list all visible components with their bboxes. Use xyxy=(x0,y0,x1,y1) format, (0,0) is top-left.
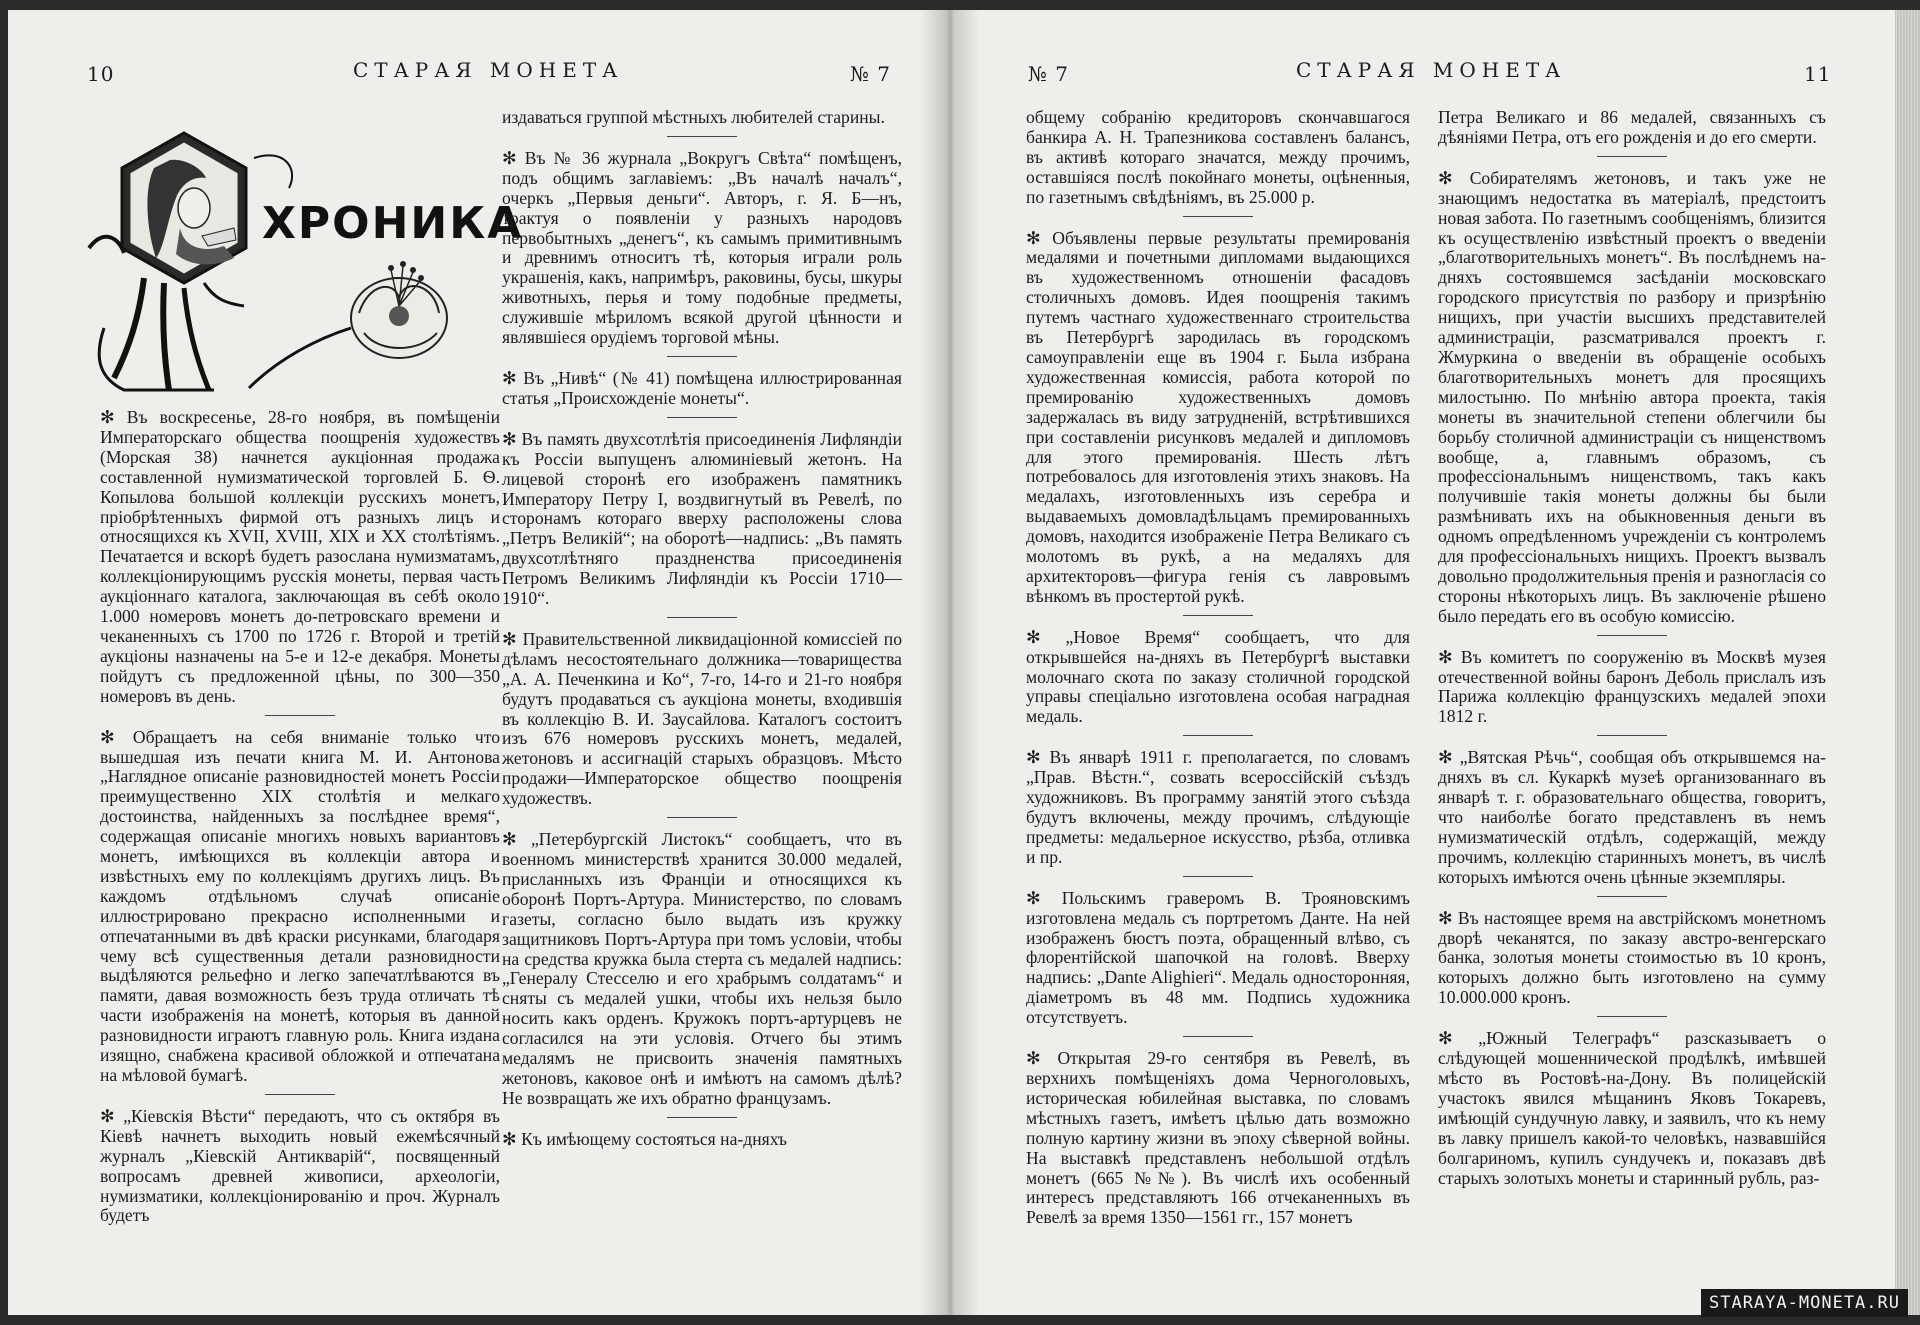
article-paragraph: общему собранію кредиторовъ скончавшагося банкира А. Н. Трапезникова составленъ балансъ, въ активѣ котораго значатся, между прочимъ, оставшіяся послѣ покойнаго монеты, оцѣненныя, по газетнымъ свѣдѣніямъ, въ 25.000 р. xyxy=(1026,107,1410,207)
article-paragraph: ✻ Правительственной ликвидаціонной комиссіей по дѣламъ несостоятельнаго должника—товарищества „А. А. Печенкина и Ко“, 7-го, 14-го и 21-го ноября будутъ продаваться съ аукціона монеты, входившія въ коллекцію В. И. Заусайлова. Каталогъ состоитъ изъ 676 номеровъ русскихъ монетъ, медалей, жетоновъ и ассигнацій старыхъ образцовъ. Мѣсто продажи—Императорское общество поощренія художествъ. xyxy=(502,628,902,809)
divider xyxy=(667,1117,737,1118)
article-paragraph: издаваться группой мѣстныхъ любителей старины. xyxy=(502,107,885,127)
right-page-column-2 xyxy=(1438,108,1826,1188)
article-paragraph: ✻ Объявлены первые результаты премированія медалями и почетными дипломами выдающихся въ художественномъ отношеніи фасадовъ столичныхъ домовъ. Идея поощренія такимъ путемъ частнаго художественнаго строительства въ Петербургѣ зародилась въ городскомъ самоуправленіи еще въ 1904 г. Была избрана художественная комиссія, работа которой по премированію художественныхъ домовъ задержалась въ виду затрудненій, встрѣтившихся при составленіи рисунковъ медалей и дипломовъ для этого премированія. Шесть лѣтъ потребовалось для изготовленія этихъ знаковъ. На медалахъ, изготовленныхъ изъ серебра и выдаваемыхъ домовладѣльцамъ премированныхъ домовъ, находится изображеніе Петра Великаго съ молотомъ въ рукѣ, а на медаляхъ для архитекторовъ—фигура генія съ лавровымъ вѣнкомъ въ простертой рукѣ. xyxy=(1026,227,1410,606)
divider xyxy=(667,356,737,357)
right-page xyxy=(948,10,1908,1315)
article-paragraph: ✻ Къ имѣющему состояться на-дняхъ xyxy=(502,1128,787,1149)
divider xyxy=(1183,216,1253,217)
divider xyxy=(265,715,335,716)
article-paragraph: ✻ Въ память двухсотлѣтія присоединенія Лифляндіи къ Россіи выпущенъ алюминіевый жетонъ. На лицевой сторонѣ его изображенъ памятникъ Императору Петру I, воздвигнутый въ Ревелѣ, по сторонамъ котораго вверху расположены слова „Петръ Великій“; на оборотѣ—надпись: „Въ память двухсотлѣтняго праздненства присоединенія Петромъ Великимъ Лифляндіи къ Россіи 1710—1910“. xyxy=(502,428,902,609)
article-paragraph: ✻ Въ комитетъ по сооруженію въ Москвѣ музея отечественной войны баронъ Деболь прислалъ изъ Парижа коллекцію французскихъ медалей эпохи 1812 г. xyxy=(1438,646,1826,727)
divider xyxy=(667,136,737,137)
article-paragraph: Петра Великаго и 86 медалей, связанныхъ съ дѣяніями Петра, отъ его рожденія и до его смерти. xyxy=(1438,107,1826,147)
article-paragraph: ✻ Въ воскресенье, 28-го ноября, въ помѣщеніи Императорскаго общества поощренія художествъ (Морская 38) начнется аукціонная продажа составленной нумизматической торговлей Б. Ѳ. Копылова большой коллекціи русскихъ монетъ, пріобрѣтенныхъ фирмой отъ разныхъ лицъ и относящихся къ XVII, XVIII, XIX и XX столѣтіямъ. Печатается и вскорѣ будетъ разослана нумизматамъ, коллекціонирующимъ русскія монеты, первая часть аукціоннаго каталога, заключающая въ себѣ около 1.000 номеровъ монетъ до-петровскаго времени и чеканенныхъ съ 1700 по 1726 г. Второй и третій аукціоны назначены на 5-е и 12-е декабря. Монеты пойдутъ съ предложенной цѣны, по 300—350 номеровъ въ день. xyxy=(100,407,500,706)
divider xyxy=(265,1094,335,1095)
divider xyxy=(1597,156,1667,157)
article-paragraph: ✻ Въ „Нивѣ“ (№ 41) помѣщена иллюстрированная статья „Происхожденіе монеты“. xyxy=(502,367,902,408)
divider xyxy=(667,817,737,818)
divider xyxy=(1183,1036,1253,1037)
left-page xyxy=(8,10,948,1315)
page-edges xyxy=(1895,10,1920,1315)
article-paragraph: ✻ Польскимъ граверомъ В. Трояновскимъ изготовлена медаль съ портретомъ Данте. На ней изображенъ бюстъ поэта, обращенный влѣво, съ флорентійской шапочкой на головѣ. Вверху надпись: „Dante Alighieri“. Медаль односторонняя, діаметромъ въ 48 мм. Подпись художника отсутствуетъ. xyxy=(1026,887,1410,1028)
divider xyxy=(1597,735,1667,736)
article-paragraph: ✻ „Кіевскія Вѣсти“ передаютъ, что съ октября въ Кіевѣ начнетъ выходить новый ежемѣсячный журналъ „Кіевскій Антикварій“, посвященный вопросамъ древней живописи, археологіи, нумизматики, коллекціонированію и проч. Журналъ будетъ xyxy=(100,1105,500,1226)
divider xyxy=(667,417,737,418)
section-title: ХРОНИКА xyxy=(262,198,524,249)
article-paragraph: ✻ Собирателямъ жетоновъ, и такъ уже не знающимъ недостатка въ матеріалѣ, предстоитъ новая забота. По газетнымъ сообщеніямъ, близится къ осуществленію извѣстный проектъ о введеніи „благотворительныхъ монетъ“. Въ послѣднемъ на-дняхъ состоявшемся засѣданіи московскаго городского присутствія по разбору и призрѣнію нищихъ, при участіи высшихъ представителей администраціи, разсматривался проектъ г. Жмуркина о введеніи въ обращеніе особыхъ благотворительныхъ монетъ для просящихъ милостыню. По мнѣнію автора проекта, такія монеты въ значительной степени облегчили бы борьбу столичной администраціи съ нищенствомъ вообще, а, главнымъ образомъ, съ профессіональнымъ нищенствомъ, такъ какъ получившіе такія монеты должны бы были размѣнивать ихъ на обыкновенныя деньги въ одномъ опредѣленномъ учрежденіи съ контролемъ для профессіональныхъ нищихъ. Проектъ вызвалъ довольно продолжительныя пренія и разногласія со стороны нѣкоторыхъ лицъ. Въ заключеніе рѣшено было передать его въ особую комиссію. xyxy=(1438,167,1826,626)
divider xyxy=(1597,896,1667,897)
article-paragraph: ✻ „Южный Телеграфъ“ разсказываетъ о слѣдующей мошеннической продѣлкѣ, имѣвшей мѣсто въ Ростовѣ-на-Дону. Въ полицейскій участокъ явился мѣщанинъ Яковъ Токаревъ, имѣющій сундучную лавку, и заявилъ, что къ нему въ лавку пришелъ какой-то человѣкъ, назвавшійся болгариномъ, купилъ сундучекъ и, показавъ двѣ старыхъ золотыхъ монеты и старинный рубль, раз- xyxy=(1438,1028,1826,1188)
chronicle-ornament-image xyxy=(84,128,484,398)
article-paragraph: ✻ Открытая 29-го сентября въ Ревелѣ, въ верхнихъ помѣщеніяхъ дома Черноголовыхъ, историческая юбилейная выставка, по словамъ мѣстныхъ газетъ, имѣетъ цѣлью дать возможно полную картину жизни въ эпоху сѣверной войны. На выставкѣ представленъ небольшой отдѣлъ монетъ (665 №№). Въ числѣ ихъ особенный интересъ представляютъ 166 отчеканенныхъ въ Ревелѣ за время 1350—1561 гг., 157 монетъ xyxy=(1026,1048,1410,1228)
page-number: 10 xyxy=(87,62,115,86)
article-paragraph: ✻ Въ январѣ 1911 г. преполагается, по словамъ „Прав. Вѣстн.“, созвать всероссійскій съѣздъ художниковъ. Въ программу занятій этого съѣзда будутъ включены, между прочимъ, слѣдующіе предметы: медальерное искусство, рѣзба, отливка и пр. xyxy=(1026,747,1410,867)
running-head: СТАРАЯ МОНЕТА xyxy=(1296,58,1567,82)
issue-number: № 7 xyxy=(850,62,892,86)
left-page-column-1 xyxy=(100,408,500,1226)
article-paragraph: ✻ Обращаетъ на себя вниманіе только что вышедшая изъ печати книга М. И. Антонова „Наглядное описаніе разновидностей монетъ Россіи преимущественно XIX столѣтія и мелкаго достоинства, найденныхъ за послѣднее время“, содержащая описаніе многихъ новыхъ вариантовъ монетъ, имѣющихся въ коллекціи автора и извѣстныхъ ему по коллекціямъ другихъ лицъ. Въ каждомъ отдѣльномъ случаѣ описаніе иллюстрировано прекрасно исполненными и отпечатанными въ двѣ краски рисунками, благодаря чему всѣ существенныя детали разновидности выдѣляются рельефно и легко запечатлѣваются въ памяти, давая возможность безъ труда отличать тѣ части изображенія на монетѣ, которыя въ данной разновидности играютъ главную роль. Книга издана изящно, снабжена красивой обложкой и отпечатана на мѣловой бумагѣ. xyxy=(100,726,500,1085)
divider xyxy=(667,617,737,618)
right-page-column-1 xyxy=(1026,108,1410,1228)
article-paragraph: ✻ Въ № 36 журнала „Вокругъ Свѣта“ помѣщенъ, подъ общимъ заглавіемъ: „Въ началѣ началъ“, очеркъ „Первыя деньги“. Авторъ, г. Я. Б—нъ, трактуя о появленіи у разныхъ народовъ первобытныхъ „денегъ“, къ самымъ примитивнымъ и древнимъ относитъ тѣ, которыя играли роль украшенія, какъ, напримѣръ, раковины, бусы, шкуры животныхъ, перья и тому подобные предметы, служившіе мѣриломъ всякой другой цѣнности и являвшіеся орудіемъ торговой мѣны. xyxy=(502,147,902,348)
divider xyxy=(1183,876,1253,877)
running-head: СТАРАЯ МОНЕТА xyxy=(353,58,624,82)
divider xyxy=(1183,735,1253,736)
divider xyxy=(1183,615,1253,616)
page-number: 11 xyxy=(1804,62,1832,86)
article-paragraph: ✻ „Новое Время“ сообщаетъ, что для открывшейся на-дняхъ въ Петербургѣ выставки молочнаго скота по заказу столичной городской управы спеціально изготовлена особая наградная медаль. xyxy=(1026,626,1410,727)
article-paragraph: ✻ Въ настоящее время на австрійскомъ монетномъ дворѣ чеканятся, по заказу австро-венгерскаго банка, золотыя монеты стоимостью въ 10 кронъ, которыхъ должно быть изготовлено на сумму 10.000.000 кронъ. xyxy=(1438,907,1826,1008)
left-page-column-2 xyxy=(502,108,902,1150)
issue-number: № 7 xyxy=(1028,62,1070,86)
divider xyxy=(1597,635,1667,636)
article-paragraph: ✻ „Вятская Рѣчь“, сообщая объ открывшемся на-дняхъ въ сл. Кукаркѣ музеѣ организованнаго въ январѣ т. г. образовательнаго общества, говоритъ, что наиболѣе богато представленъ въ немъ нумизматическій отдѣлъ, содержащій, между прочимъ, коллекцію старинныхъ монетъ, въ числѣ которыхъ имѣются очень цѣнные экземпляры. xyxy=(1438,747,1826,887)
divider xyxy=(1597,1016,1667,1017)
article-paragraph: ✻ „Петербургскій Листокъ“ сообщаетъ, что въ военномъ министерствѣ хранится 30.000 медалей, присланныхъ изъ Франціи и относящихся къ оборонѣ Портъ-Артура. Министерство, по словамъ газеты, согласно было выдать изъ кружку защитниковъ Портъ-Артура при томъ условіи, чтобы на средства кружка была стерта съ медалей надпись: „Генералу Стесселю и его храбрымъ солдатамъ“ и сняты съ медалей ушки, чтобы ихъ нельзя было носить какъ орденъ. Кружокъ портъ-артурцевъ не согласился на эти условія. Отчего бы этимъ медалямъ не присвоить значенія памятныхъ жетоновъ, каковое онѣ и имѣютъ на самомъ дѣлѣ? Не возвращать же ихъ обратно французамъ. xyxy=(502,829,902,1108)
site-watermark: STARAYA-MONETA.RU xyxy=(1701,1289,1908,1317)
